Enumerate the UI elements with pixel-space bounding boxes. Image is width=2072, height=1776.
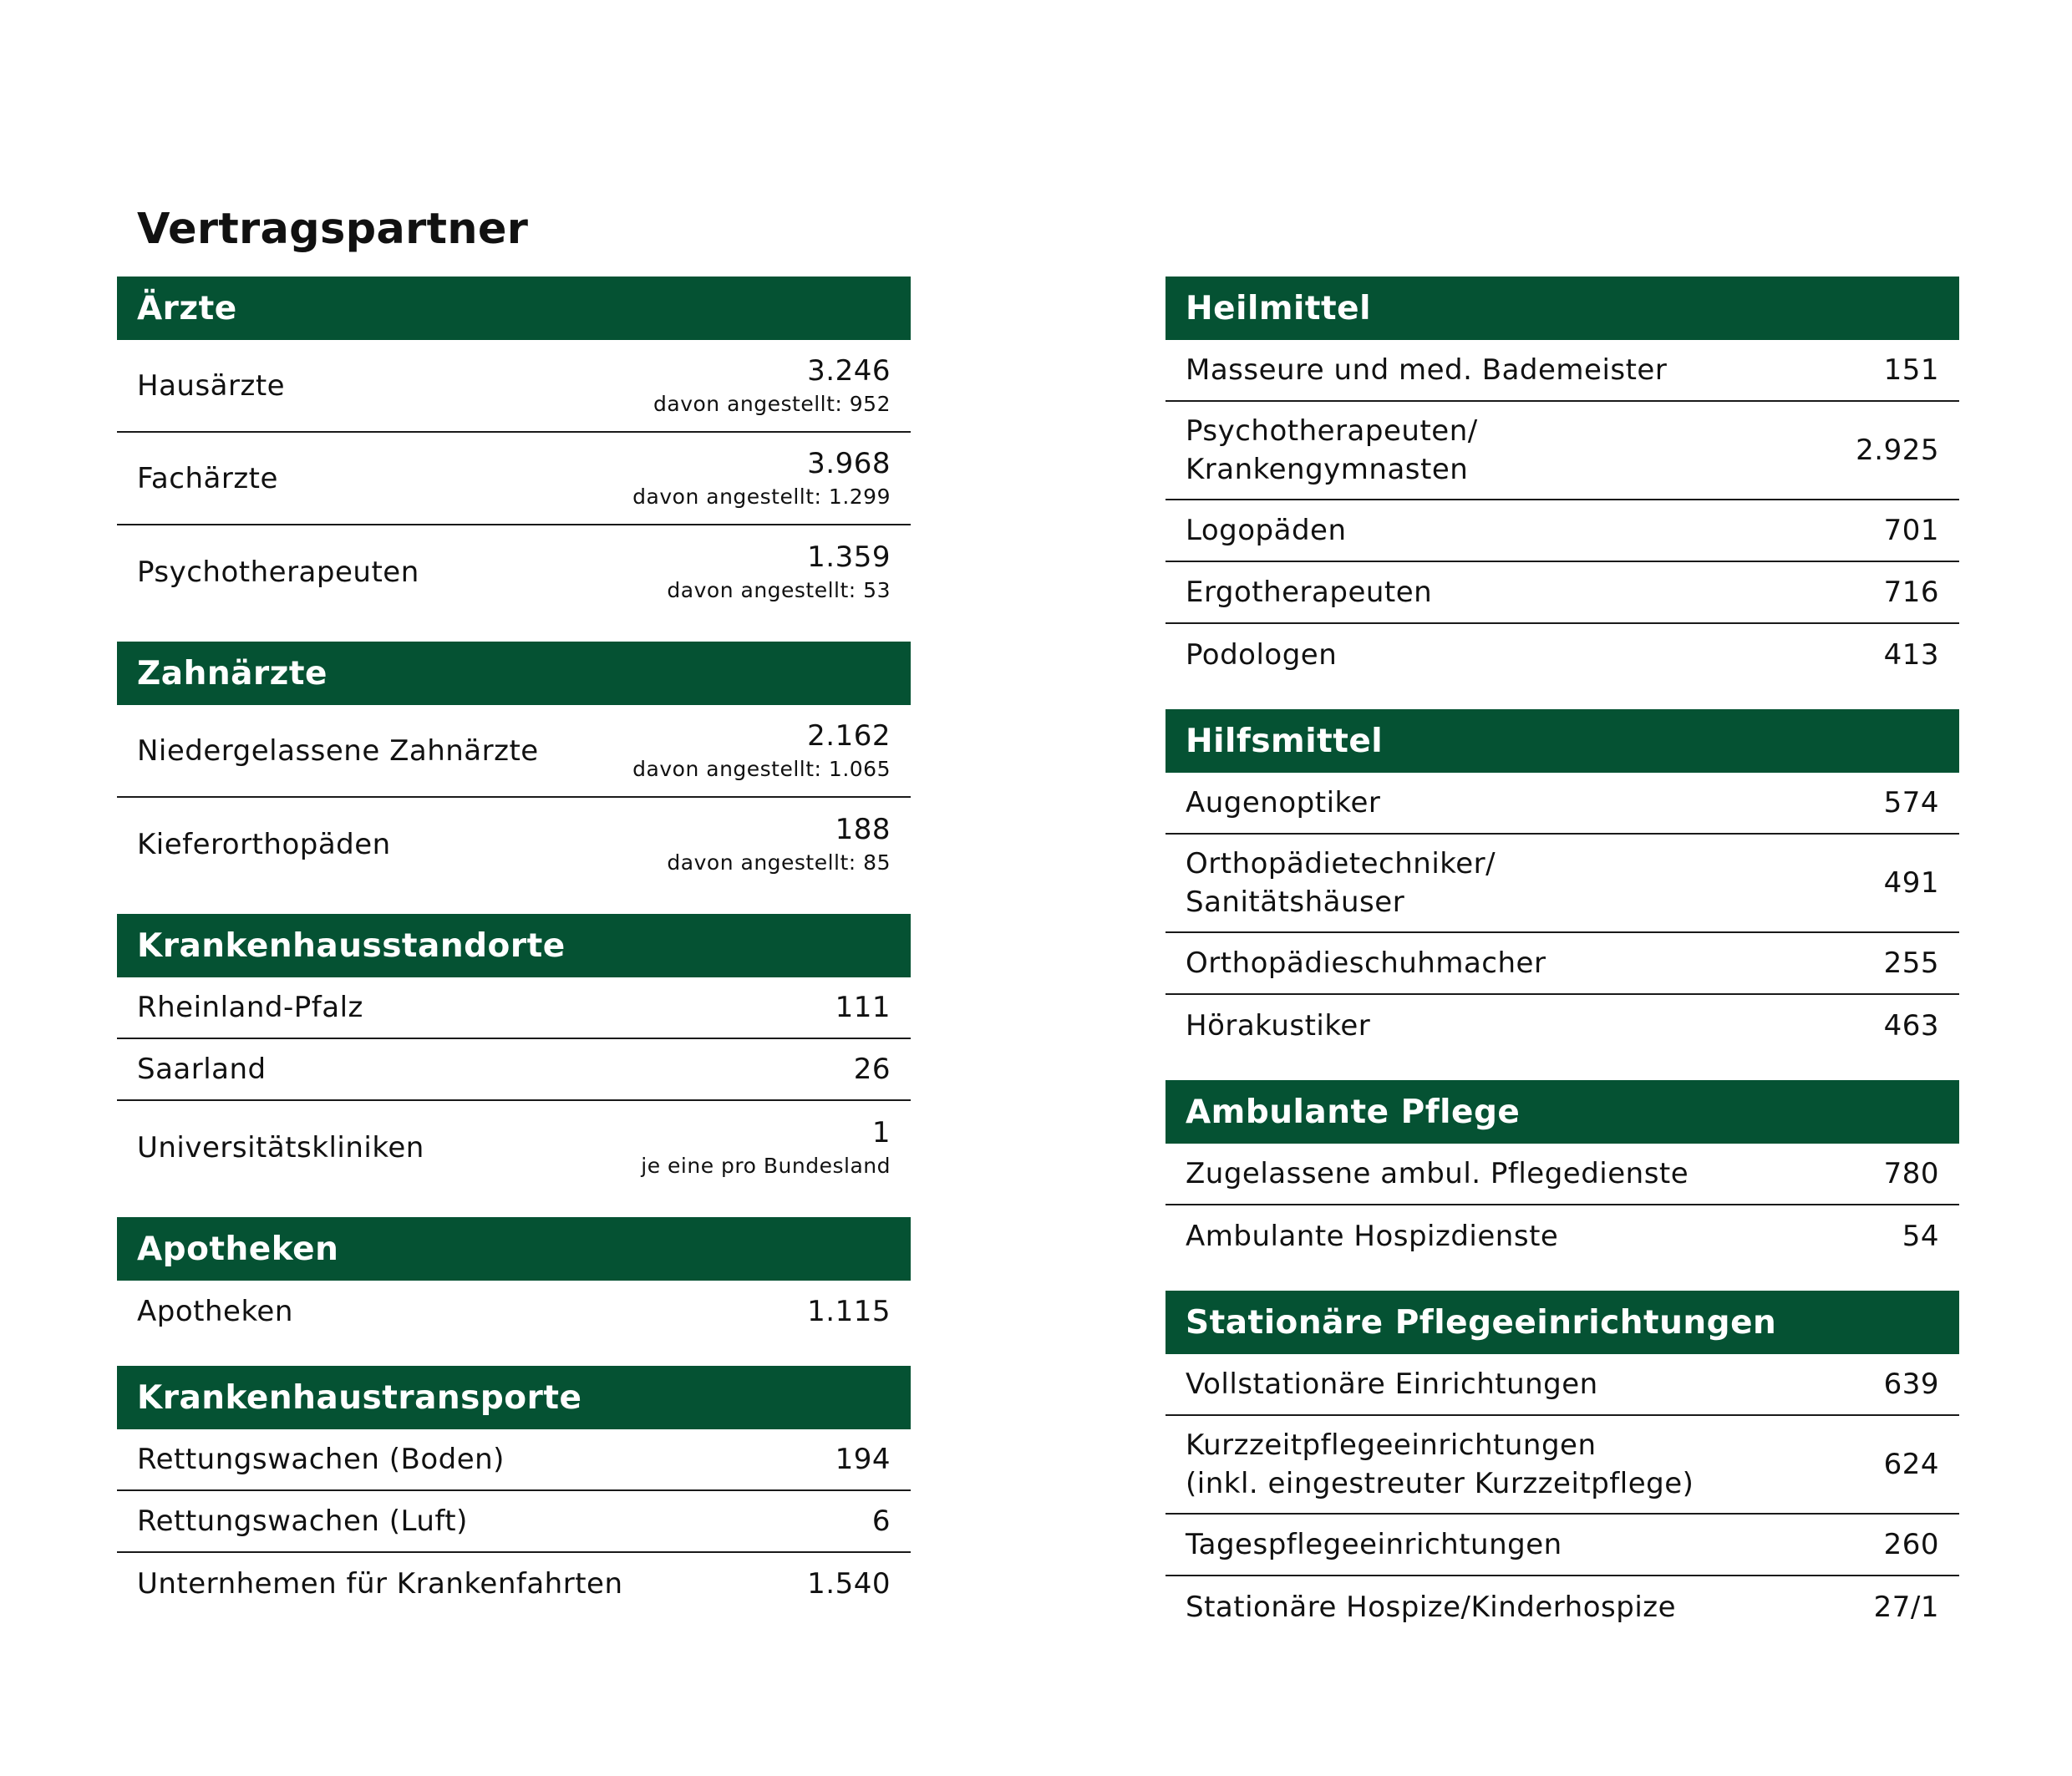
row-value <box>807 1565 891 1602</box>
value-number: 26 <box>853 1053 891 1086</box>
table-row <box>117 1101 911 1194</box>
value-number: 255 <box>1883 946 1939 980</box>
row-value <box>641 1114 891 1181</box>
table-row <box>117 1039 911 1101</box>
row-label <box>1186 944 1546 982</box>
value-number: 3.246 <box>807 353 891 388</box>
row-label-line: Vollstationäre Einrichtungen <box>1186 1368 1598 1401</box>
group-krankenhausstandorte <box>117 914 911 1194</box>
value-note: je eine pro Bundesland <box>641 1153 891 1178</box>
row-label-line: Niedergelassene Zahnärzte <box>137 733 539 768</box>
row-label-line: Sanitätshäuser <box>1186 885 1405 919</box>
row-label <box>1186 845 1496 921</box>
row-label <box>1186 412 1478 489</box>
section-header: Apotheken <box>117 1217 911 1281</box>
section-header: Krankenhausstandorte <box>117 914 911 977</box>
row-label <box>1186 636 1337 674</box>
value-number: 1 <box>871 1115 891 1149</box>
row-label-line: Psychotherapeuten <box>137 555 419 589</box>
row-label <box>1186 1525 1562 1564</box>
row-label <box>137 1502 468 1540</box>
section-header: Ärzte <box>117 277 911 340</box>
section-header: Zahnärzte <box>117 642 911 705</box>
row-value <box>1884 637 1939 673</box>
table-row <box>1166 1205 1959 1267</box>
row-label <box>137 825 391 864</box>
table-row <box>1166 773 1959 835</box>
value-note: davon angestellt: 85 <box>667 850 891 875</box>
value-number: 701 <box>1883 514 1939 547</box>
row-value <box>1884 352 1939 388</box>
row-value <box>653 353 891 419</box>
value-number: 574 <box>1883 786 1939 819</box>
row-value <box>1884 784 1939 821</box>
table-row <box>1166 835 1959 933</box>
table-row <box>117 1281 911 1342</box>
row-label-line: Unternhemen für Krankenfahrten <box>137 1567 623 1601</box>
row-label-line: Kieferorthopäden <box>137 827 391 861</box>
row-label-line: Tagespflegeeinrichtungen <box>1186 1528 1562 1561</box>
table-row <box>1166 1515 1959 1576</box>
row-label-line: Ergotherapeuten <box>1186 576 1433 609</box>
value-number: 463 <box>1883 1009 1939 1043</box>
table-row <box>117 977 911 1039</box>
table-row <box>117 1429 911 1491</box>
row-value <box>1884 1526 1939 1563</box>
row-label <box>137 1129 424 1167</box>
row-label-line: Hausärzte <box>137 368 286 403</box>
group-heilmittel <box>1166 277 1959 686</box>
row-value <box>1884 945 1939 982</box>
row-value <box>1884 512 1939 549</box>
section-header: Ambulante Pflege <box>1166 1080 1959 1144</box>
row-value <box>872 1503 891 1540</box>
row-label-line: Masseure und med. Bademeister <box>1186 353 1668 387</box>
table-row <box>1166 933 1959 995</box>
row-label <box>137 1050 267 1088</box>
row-value <box>835 1441 891 1478</box>
value-number: 780 <box>1883 1157 1939 1190</box>
row-label <box>1186 1426 1694 1503</box>
row-value <box>835 989 891 1026</box>
row-value <box>1884 1007 1939 1044</box>
value-note: davon angestellt: 952 <box>653 391 891 416</box>
row-label-line: (inkl. eingestreuter Kurzzeitpflege) <box>1186 1467 1694 1500</box>
value-note: davon angestellt: 1.299 <box>632 484 891 509</box>
table-row <box>117 798 911 891</box>
group-apotheken <box>117 1217 911 1342</box>
group-hilfsmittel <box>1166 709 1959 1057</box>
value-number: 3.968 <box>807 446 891 480</box>
row-label <box>1186 511 1347 550</box>
row-label-line: Stationäre Hospize/Kinderhospize <box>1186 1591 1677 1624</box>
value-number: 1.540 <box>807 1567 891 1601</box>
row-value <box>1884 865 1939 901</box>
row-value <box>1902 1218 1939 1255</box>
row-value <box>632 445 891 512</box>
table-row <box>117 340 911 433</box>
value-number: 27/1 <box>1873 1591 1939 1624</box>
row-label <box>137 459 278 498</box>
row-value <box>807 1293 891 1330</box>
value-number: 6 <box>871 1505 891 1538</box>
row-label <box>1186 1588 1676 1626</box>
section-header: Hilfsmittel <box>1166 709 1959 773</box>
row-label <box>1186 1365 1598 1403</box>
row-label <box>137 367 285 405</box>
table-row <box>1166 500 1959 562</box>
table-row <box>1166 1576 1959 1638</box>
row-label-line: Orthopädietechniker/ <box>1186 847 1496 880</box>
value-number: 1.359 <box>807 540 891 574</box>
table-row <box>1166 624 1959 686</box>
value-number: 188 <box>835 812 891 846</box>
group-zahnaerzte <box>117 642 911 891</box>
table-row <box>1166 562 1959 624</box>
section-header: Heilmittel <box>1166 277 1959 340</box>
row-value <box>1874 1589 1939 1626</box>
row-label <box>1186 351 1667 389</box>
row-label <box>1186 1217 1558 1256</box>
table-row <box>1166 1416 1959 1515</box>
row-label <box>137 1440 505 1479</box>
row-value <box>667 539 891 606</box>
row-label <box>1186 573 1432 611</box>
table-row <box>1166 402 1959 500</box>
row-label-line: Orthopädieschuhmacher <box>1186 946 1546 980</box>
row-label-line: Hörakustiker <box>1186 1009 1371 1043</box>
row-value <box>667 811 891 878</box>
value-number: 624 <box>1883 1448 1939 1481</box>
row-label <box>1186 784 1380 822</box>
row-value <box>854 1051 891 1088</box>
table-row <box>1166 995 1959 1057</box>
value-number: 2.162 <box>807 718 891 753</box>
table-row <box>117 1553 911 1615</box>
value-number: 2.925 <box>1856 434 1939 467</box>
table-row <box>117 525 911 618</box>
row-value <box>1856 432 1939 469</box>
group-aerzte <box>117 277 911 618</box>
value-number: 111 <box>835 991 891 1024</box>
row-label <box>1186 1007 1370 1045</box>
table-row <box>1166 1144 1959 1205</box>
value-number: 194 <box>835 1443 891 1476</box>
value-number: 151 <box>1883 353 1939 387</box>
row-label-line: Kurzzeitpflegeeinrichtungen <box>1186 1428 1597 1462</box>
section-header: Stationäre Pflegeeinrichtungen <box>1166 1291 1959 1354</box>
section-header: Krankenhaustransporte <box>117 1366 911 1429</box>
value-note: davon angestellt: 1.065 <box>632 756 891 781</box>
row-label-line: Ambulante Hospizdienste <box>1186 1220 1559 1253</box>
row-label <box>137 988 363 1027</box>
row-value <box>1884 1366 1939 1403</box>
group-ambulante-pflege <box>1166 1080 1959 1267</box>
row-label-line: Rettungswachen (Luft) <box>137 1505 468 1538</box>
value-number: 54 <box>1902 1220 1939 1253</box>
row-label-line: Rheinland-Pfalz <box>137 991 363 1024</box>
page-title: Vertragspartner <box>137 205 529 254</box>
row-label-line: Psychotherapeuten/ <box>1186 414 1478 448</box>
table-row <box>1166 1354 1959 1416</box>
table-row <box>117 433 911 525</box>
group-krankenhaustransporte <box>117 1366 911 1615</box>
row-label <box>137 1565 623 1603</box>
row-label <box>137 553 419 591</box>
row-label-line: Universitätskliniken <box>137 1130 424 1165</box>
value-number: 413 <box>1883 638 1939 672</box>
row-label-line: Logopäden <box>1186 514 1347 547</box>
table-row <box>117 1491 911 1553</box>
row-label-line: Podologen <box>1186 638 1338 672</box>
table-row <box>117 705 911 798</box>
left-column <box>117 277 911 1638</box>
row-label-line: Augenoptiker <box>1186 786 1381 819</box>
group-stationaere-pflegeeinrichtungen <box>1166 1291 1959 1638</box>
row-value <box>632 718 891 784</box>
value-number: 260 <box>1883 1528 1939 1561</box>
row-value <box>1884 1155 1939 1192</box>
value-number: 1.115 <box>807 1295 891 1328</box>
value-note: davon angestellt: 53 <box>667 577 891 602</box>
row-value <box>1884 1446 1939 1483</box>
row-label <box>137 1292 293 1331</box>
value-number: 491 <box>1883 866 1939 900</box>
right-column <box>1166 277 1959 1662</box>
row-label-line: Krankengymnasten <box>1186 453 1469 486</box>
row-label-line: Rettungswachen (Boden) <box>137 1443 505 1476</box>
row-label-line: Saarland <box>137 1053 267 1086</box>
table-row <box>1166 340 1959 402</box>
row-label-line: Zugelassene ambul. Pflegedienste <box>1186 1157 1689 1190</box>
value-number: 639 <box>1883 1368 1939 1401</box>
row-label <box>1186 1154 1689 1193</box>
row-label <box>137 732 539 770</box>
value-number: 716 <box>1883 576 1939 609</box>
row-label-line: Fachärzte <box>137 461 278 495</box>
row-value <box>1884 574 1939 611</box>
row-label-line: Apotheken <box>137 1295 293 1328</box>
